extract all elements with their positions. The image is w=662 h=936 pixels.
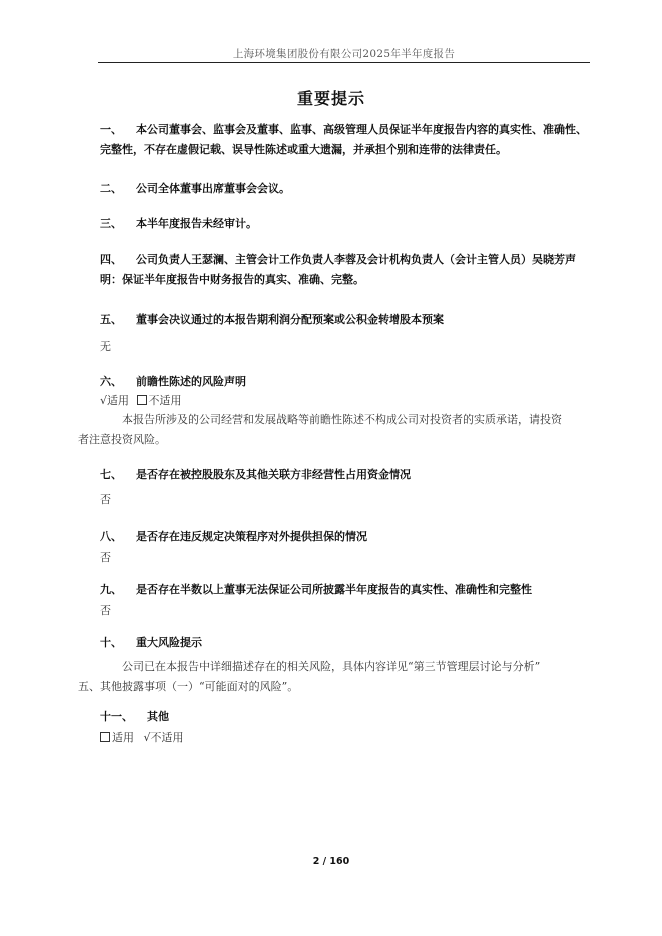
section-answer: 否 [100, 551, 111, 564]
section-number: 十、 [100, 636, 122, 649]
section-text: 前瞻性陈述的风险声明 [136, 375, 246, 388]
section-number: 四、 [100, 253, 122, 266]
section-2 [100, 179, 592, 199]
section-11 [100, 707, 592, 747]
section-number: 七、 [100, 468, 122, 481]
section-answer: 否 [100, 493, 111, 506]
section-7 [100, 465, 592, 509]
section-answer: 否 [100, 604, 111, 617]
applicable-option: 适用 [100, 731, 134, 744]
section-text-continued: 明：保证半年度报告中财务报告的真实、准确、完整。 [100, 273, 364, 286]
section-text: 重大风险提示 [136, 636, 202, 649]
not-applicable-option: 不适用 [137, 394, 182, 407]
section-number: 九、 [100, 583, 122, 596]
section-5 [100, 310, 592, 356]
section-number: 五、 [100, 313, 122, 326]
major-risk-body: 公司已在本报告中详细描述存在的相关风险，具体内容详见“第三节管理层讨论与分析” 五、其他披露事项（一）“可能面对的风险”。 [78, 660, 541, 693]
section-number: 一、 [100, 123, 122, 136]
section-6 [78, 372, 592, 450]
section-10 [78, 633, 592, 697]
section-number: 三、 [100, 217, 122, 230]
not-applicable-option-checked: √不适用 [143, 731, 184, 744]
section-4 [100, 250, 592, 290]
section-text: 董事会决议通过的本报告期利润分配预案或公积金转增股本预案 [136, 313, 444, 326]
section-text: 公司负责人王瑟澜、主管会计工作负责人李蓉及会计机构负责人（会计主管人员）吴晓芳声 [136, 253, 576, 266]
section-3 [100, 214, 592, 234]
report-header: 上海环境集团股份有限公司2025年半年度报告 [232, 48, 456, 60]
risk-statement-body: 本报告所涉及的公司经营和发展战略等前瞻性陈述不构成公司对投资者的实质承诺，请投资 者注意投资风险。 [78, 413, 562, 446]
applicability-options [100, 392, 592, 410]
applicable-option-checked: √适用 [100, 394, 130, 407]
section-text: 本公司董事会、监事会及董事、监事、高级管理人员保证半年度报告内容的真实性、准确性、 [136, 123, 587, 136]
page-title: 重要提示 [296, 89, 365, 108]
section-answer: 无 [100, 340, 111, 353]
section-8 [100, 527, 592, 567]
section-number: 八、 [100, 530, 122, 543]
section-text: 是否存在违反规定决策程序对外提供担保的情况 [136, 530, 367, 543]
section-number: 二、 [100, 182, 122, 195]
section-1 [100, 120, 592, 160]
section-text-continued: 完整性，不存在虚假记载、误导性陈述或重大遗漏，并承担个别和连带的法律责任。 [100, 143, 507, 156]
section-9 [100, 580, 592, 620]
header-divider [98, 62, 590, 63]
section-text: 本半年度报告未经审计。 [136, 217, 257, 230]
section-text: 公司全体董事出席董事会会议。 [136, 182, 290, 195]
section-text: 是否存在被控股股东及其他关联方非经营性占用资金情况 [136, 468, 411, 481]
section-text: 其他 [147, 710, 169, 723]
section-text: 是否存在半数以上董事无法保证公司所披露半年度报告的真实性、准确性和完整性 [136, 583, 532, 596]
checkbox-empty-icon [137, 395, 147, 405]
page-number: 2 / 160 [312, 856, 350, 867]
section-number: 六、 [100, 375, 122, 388]
applicability-options [100, 729, 592, 747]
section-number: 十一、 [100, 710, 133, 723]
checkbox-empty-icon [100, 732, 110, 742]
